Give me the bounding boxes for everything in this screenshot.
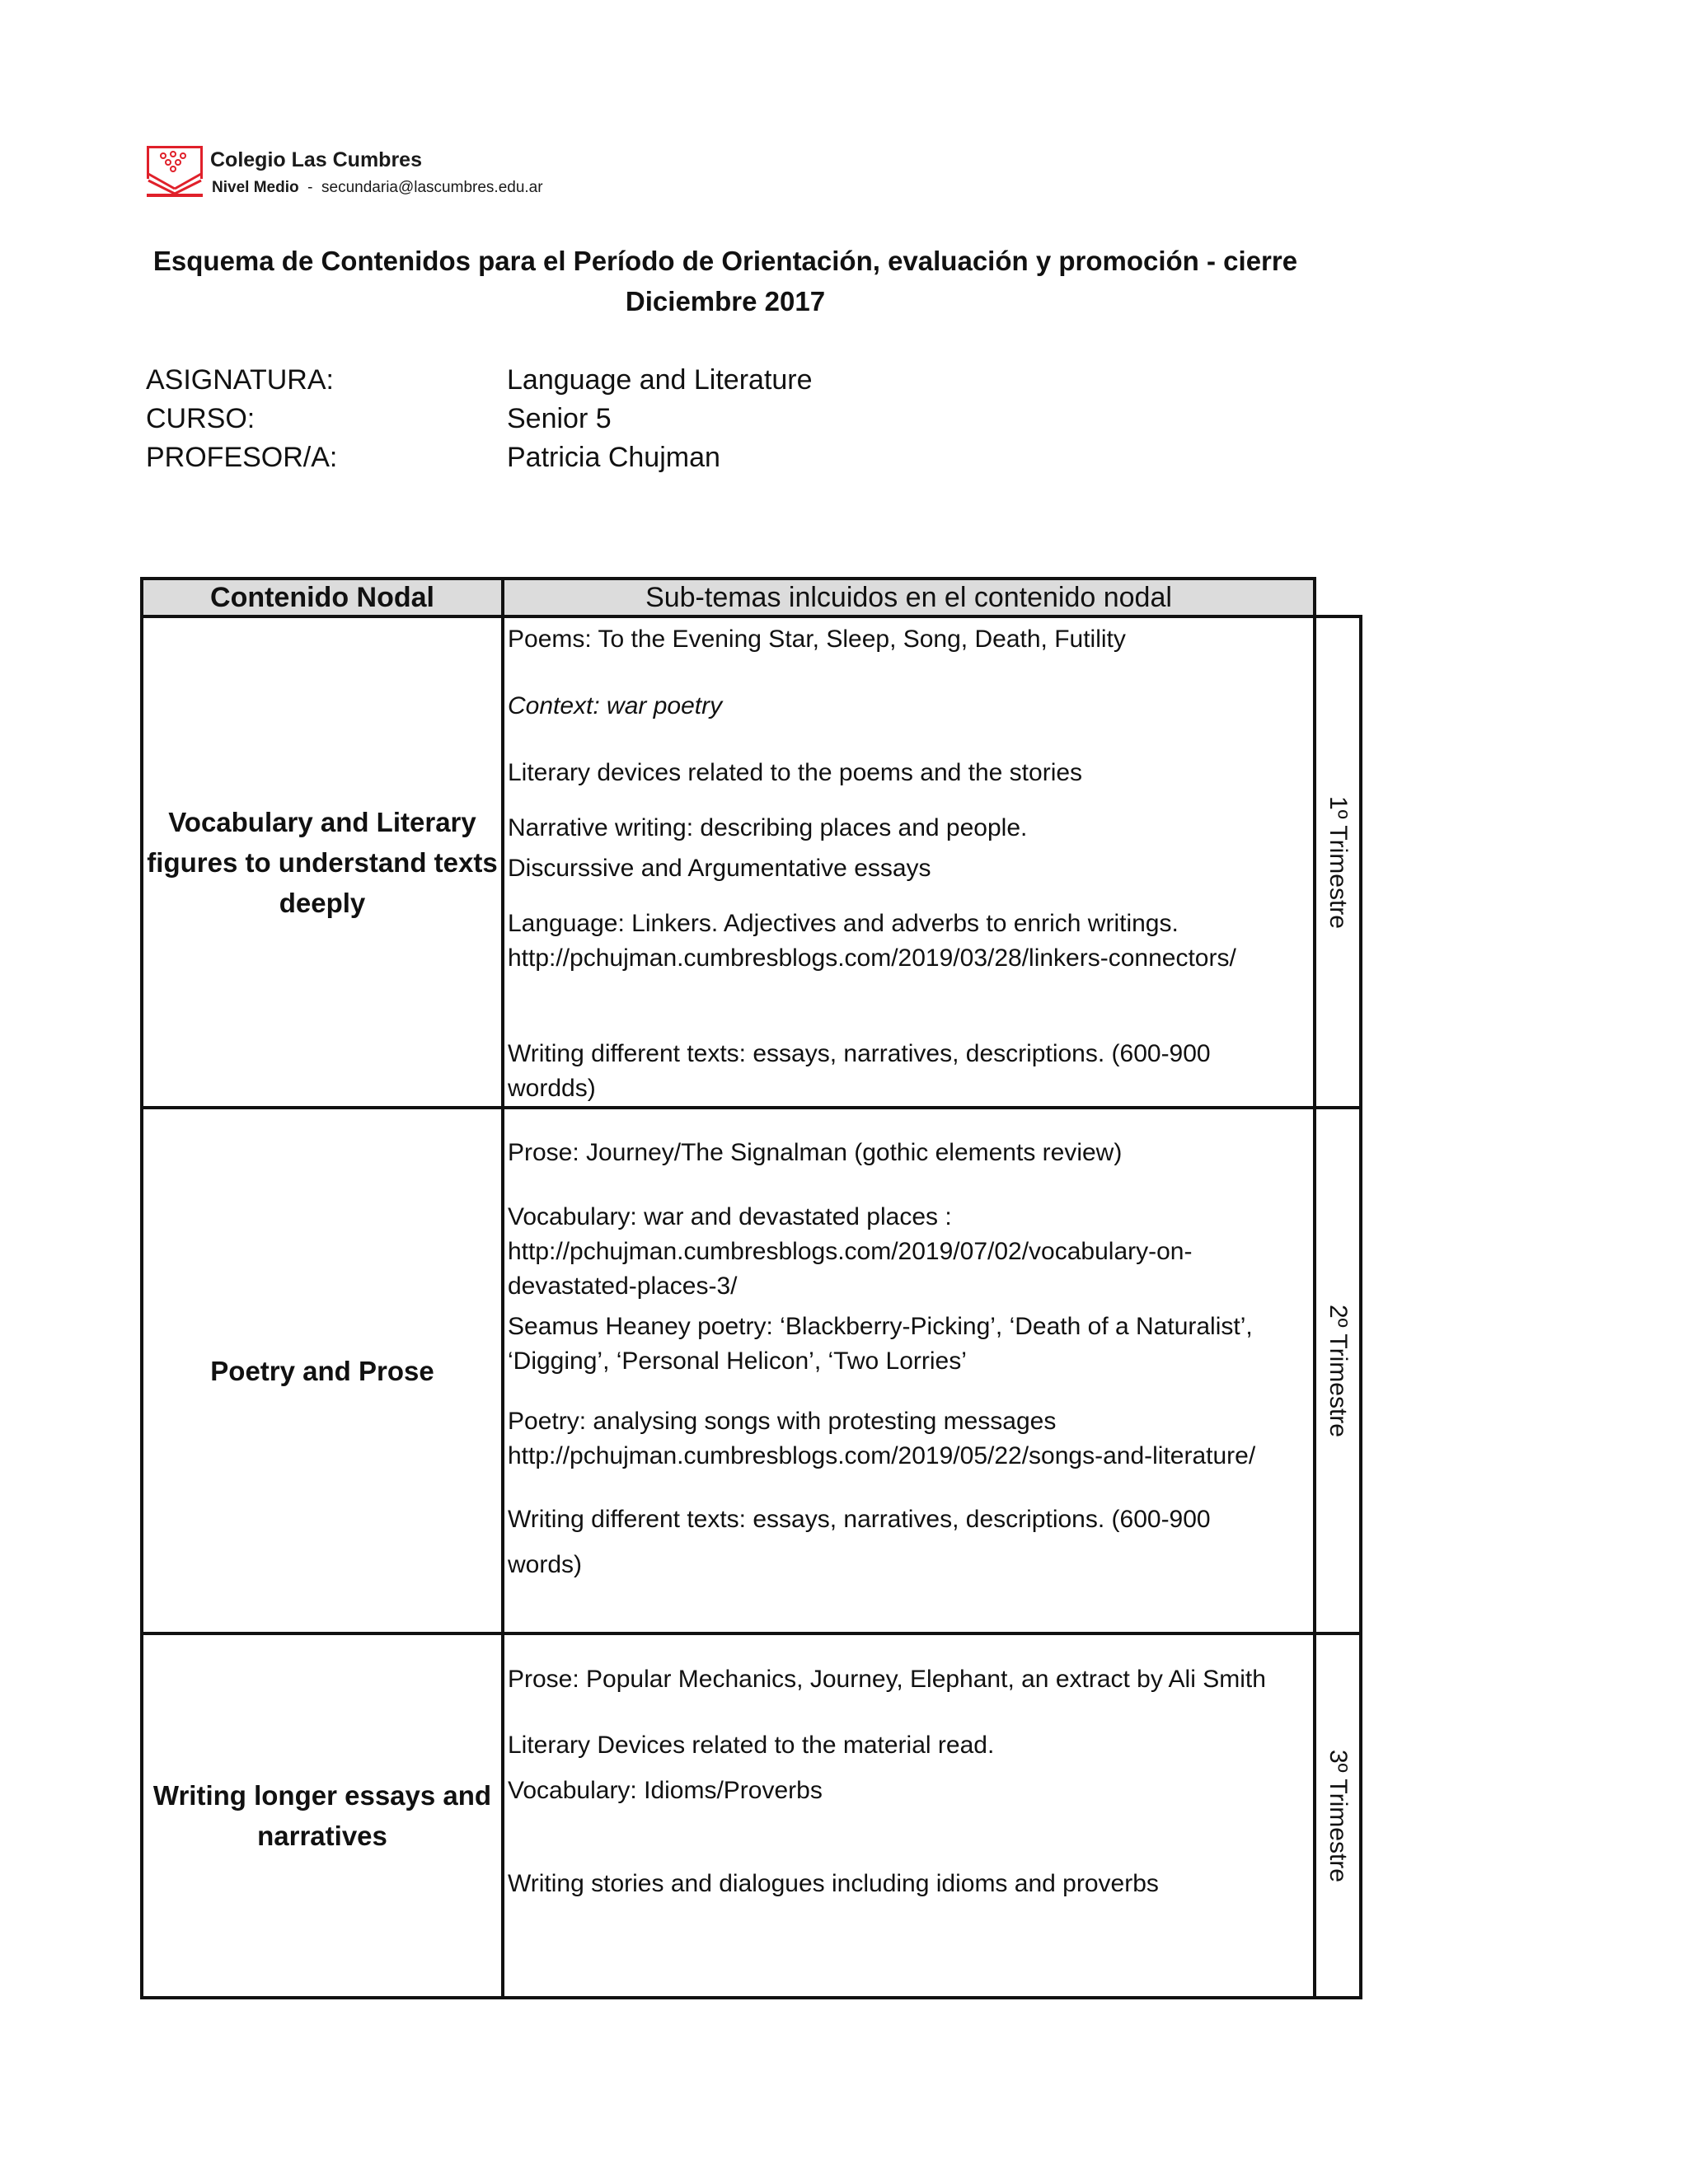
subtopic-item: Writing different texts: essays, narratives, descriptions. (600-900 [508, 1506, 1211, 1533]
nodal-line: narratives [257, 1821, 387, 1851]
info-value-course: Senior 5 [507, 403, 612, 434]
trimester-label: 2º Trimestre [1325, 1304, 1352, 1437]
subtopic-item: Vocabulary: Idioms/Proverbs [508, 1777, 823, 1804]
subtopic-link[interactable]: devastated-places-3/ [508, 1272, 738, 1300]
info-value-subject: Language and Literature [507, 364, 813, 396]
subtopic-link[interactable]: http://pchujman.cumbresblogs.com/2019/07/02/vocabulary-on- [508, 1238, 1193, 1265]
table-row-1-trimester [1313, 615, 1362, 1109]
subtopic-item: Seamus Heaney poetry: ‘Blackberry-Picking’, ‘Death of a Naturalist’, [508, 1313, 1253, 1340]
nodal-line: Poetry and Prose [210, 1355, 434, 1386]
subtopic-item: wordds) [508, 1075, 596, 1102]
nodal-line: deeply [279, 887, 366, 918]
table-row-3-nodal [140, 1632, 504, 1999]
table-header-subtopics: Sub-temas inlcuidos en el contenido nodal [501, 577, 1316, 618]
subtopic-item: Poems: To the Evening Star, Sleep, Song, Death, Futility [508, 626, 1126, 653]
subtopic-link[interactable]: http://pchujman.cumbresblogs.com/2019/05/22/songs-and-literature/ [508, 1442, 1256, 1469]
nodal-line: Writing longer essays and [152, 1780, 492, 1811]
subtopic-item: Context: war poetry [508, 692, 723, 719]
nodal-line: Vocabulary and Literary [168, 806, 476, 837]
nodal-line: figures to understand texts [147, 846, 498, 878]
info-value-teacher: Patricia Chujman [507, 442, 720, 473]
trimester-label: 1º Trimestre [1325, 795, 1352, 929]
school-level: Nivel Medio [212, 179, 299, 196]
subtopic-item: Language: Linkers. Adjectives and adverbs to enrich writings. [508, 910, 1179, 937]
subtopic-item: Writing different texts: essays, narratives, descriptions. (600-900 [508, 1040, 1211, 1067]
subtopic-item: Literary devices related to the poems and the stories [508, 759, 1083, 786]
subtopic-item: words) [508, 1551, 583, 1578]
document-title: Esquema de Contenidos para el Período de Orientación, evaluación y promoción - cierre [152, 246, 1298, 276]
subtopic-item: ‘Digging’, ‘Personal Helicon’, ‘Two Lorries’ [508, 1347, 967, 1375]
info-label-subject: ASIGNATURA: [146, 364, 334, 396]
school-subtitle [212, 179, 543, 197]
trimester-label: 3º Trimestre [1325, 1749, 1352, 1882]
table-row-2-nodal [140, 1106, 504, 1635]
subtopic-item: Discurssive and Argumentative essays [508, 855, 931, 882]
subtopic-item: Narrative writing: describing places and people. [508, 814, 1028, 841]
subtopic-item: Prose: Popular Mechanics, Journey, Elephant, an extract by Ali Smith [508, 1666, 1266, 1693]
document-date: Diciembre 2017 [625, 286, 826, 316]
subtopic-item: Writing stories and dialogues including idioms and proverbs [508, 1870, 1159, 1897]
table-row-2-trimester [1313, 1106, 1362, 1635]
table-row-3-trimester [1313, 1632, 1362, 1999]
table-header-nodal: Contenido Nodal [140, 577, 504, 618]
table-row-1-nodal [140, 615, 504, 1109]
subtopic-item: Vocabulary: war and devastated places : [508, 1203, 952, 1230]
info-label-course: CURSO: [146, 403, 256, 434]
subtopic-item: Literary Devices related to the material read. [508, 1732, 995, 1759]
separator: - [307, 179, 313, 196]
subtopic-item: Poetry: analysing songs with protesting messages [508, 1408, 1057, 1435]
school-name: Colegio Las Cumbres [210, 148, 422, 171]
subtopic-item: Prose: Journey/The Signalman (gothic elements review) [508, 1139, 1123, 1166]
school-logo [147, 146, 203, 197]
school-email: secundaria@lascumbres.edu.ar [321, 179, 543, 196]
info-label-teacher: PROFESOR/A: [146, 442, 338, 473]
subtopic-link[interactable]: http://pchujman.cumbresblogs.com/2019/03/28/linkers-connectors/ [508, 944, 1236, 972]
